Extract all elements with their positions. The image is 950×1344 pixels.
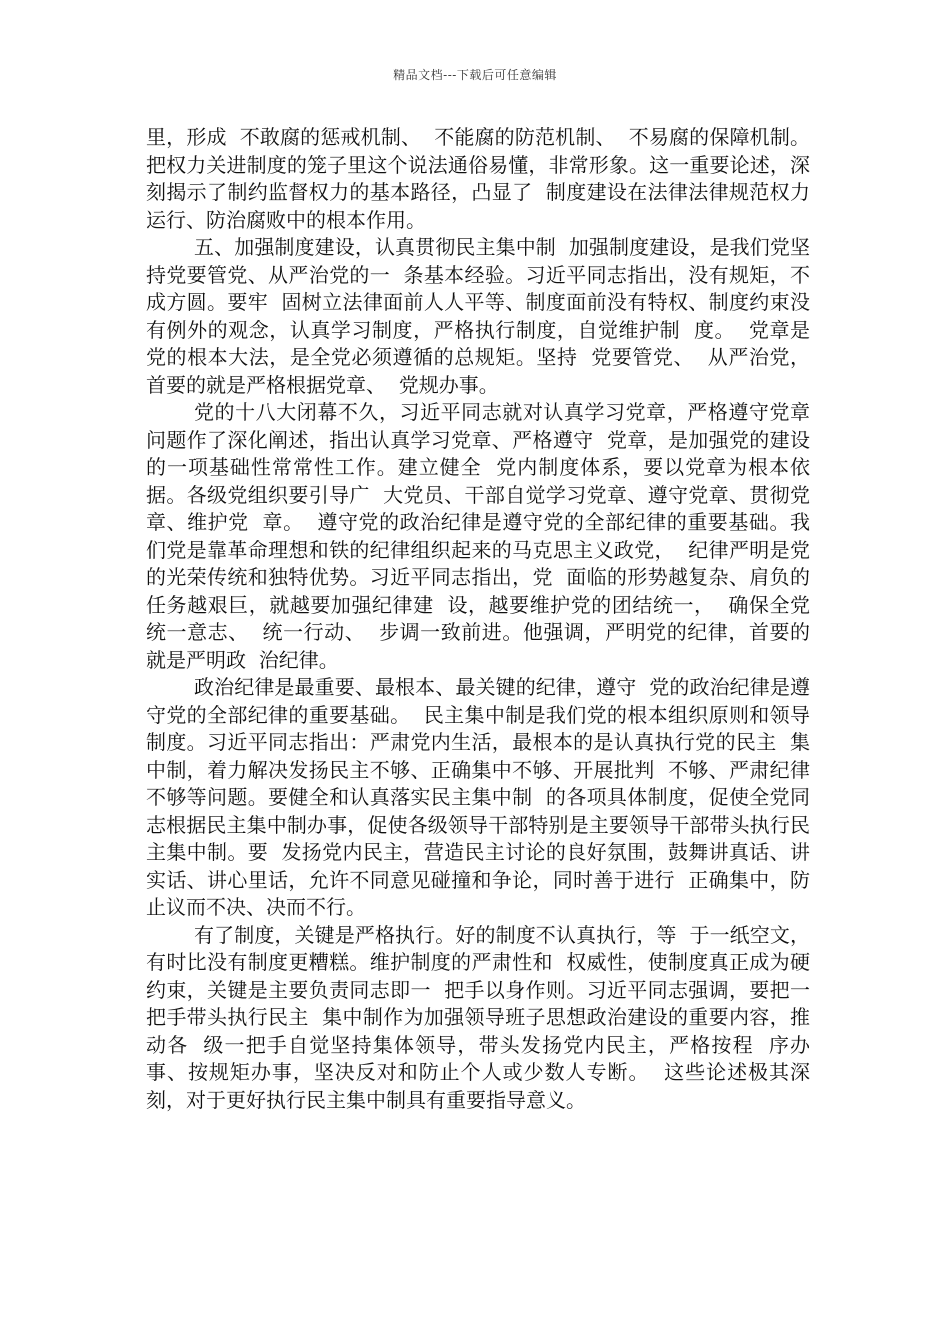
paragraph-5: 有了制度，关键是严格执行。好的制度不认真执行，等 于一纸空文，有时比没有制度更糟糕。维护制度的严肃性和 权威性，使制度真正成为硬约束，关键是主要负责同志即一 把手以身作则。习近平同志强调，要把一把手带头执行民主 集中制作为加强领导班子思想政治建设的重要内容，推动各 级一把手自觉坚持集体领导，带头发扬党内民主，严格按程 序办事、按规矩办事，坚决反对和防止个人或少数人专断。 这些论述极其深刻，对于更好执行民主集中制具有重要指导意义。 — [146, 922, 810, 1112]
document-body — [146, 124, 823, 1114]
page-header: 精品文档---下载后可任意编辑 — [393, 68, 557, 82]
paragraph-3: 党的十八大闭幕不久，习近平同志就对认真学习党章，严格遵守党章问题作了深化阐述，指出认真学习党章、严格遵守 党章，是加强党的建设的一项基础性常常性工作。建立健全 党内制度体系，要以党章为根本依据。各级党组织要引导广 大党员、干部自觉学习党章、遵守党章、贯彻党章、维护党 章。 遵守党的政治纪律是遵守党的全部纪律的重要基础。我 们党是靠革命理想和铁的纪律组织起来的马克思主义政党， 纪律严明是党的光荣传统和独特优势。习近平同志指出，党 面临的形势越复杂、肩负的任务越艰巨，就越要加强纪律建 设，越要维护党的团结统一， 确保全党统一意志、 统一行动、 步调一致前进。他强调，严明党的纪律，首要的就是严明政 治纪律。 — [146, 400, 823, 672]
paragraph-4: 政治纪律是最重要、最根本、最关键的纪律，遵守 党的政治纪律是遵守党的全部纪律的重要基础。 民主集中制是我们党的根本组织原则和领导制度。习近平同志指出：严肃党内生活，最根本的是认真执行党的民主 集中制，着力解决发扬民主不够、正确集中不够、开展批判 不够、严肃纪律不够等问题。要健全和认真落实民主集中制 的各项具体制度，促使全党同志根据民主集中制办事，促使各级领导干部特别是主要领导干部带头执行民主集中制。要 发扬党内民主，营造民主讨论的良好氛围，鼓舞讲真话、讲 实话、讲心里话，允许不同意见碰撞和争论，同时善于进行 正确集中，防止议而不决、决而不行。 — [146, 675, 823, 919]
paragraph-2: 五、加强制度建设，认真贯彻民主集中制 加强制度建设，是我们党坚持党要管党、从严治党的一 条基本经验。习近平同志指出，没有规矩，不成方圆。要牢 固树立法律面前人人平等、制度面前没有特权、制度约束没 有例外的观念，认真学习制度，严格执行制度，自觉维护制 度。 党章是党的根本大法，是全党必须遵循的总规矩。坚持 党要管党、 从严治党， 首要的就是严格根据党章、 党规办事。 — [146, 235, 823, 397]
paragraph-1: 里，形成 不敢腐的惩戒机制、 不能腐的防范机制、 不易腐的保障机制。 把权力关进制度的笼子里这个说法通俗易懂，非常形象。这一重要论述，深刻揭示了制约监督权力的基本路径，凸显了 制度建设在法律法律规范权力运行、防治腐败中的根本作用。 — [146, 125, 823, 232]
